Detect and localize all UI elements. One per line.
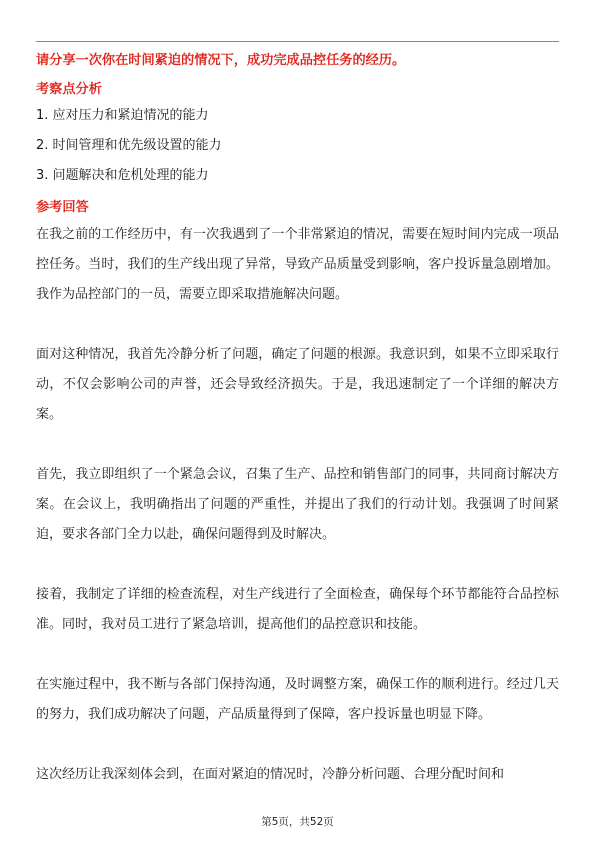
answer-heading: 参考回答 [36,200,89,215]
analysis-heading: 考察点分析 [36,82,102,97]
answer-paragraph: 接着，我制定了详细的检查流程，对生产线进行了全面检查，确保每个环节都能符合品控标准。同时，我对员工进行了紧急培训，提高他们的品控意识和技能。 [36,587,559,632]
list-item: 3. 问题解决和危机处理的能力 [36,168,209,183]
answer-paragraph: 在我之前的工作经历中，有一次我遇到了一个非常紧迫的情况，需要在短时间内完成一项品控任务。当时，我们的生产线出现了异常，导致产品质量受到影响，客户投诉量急剧增加。我作为品控部门的一员，需要立即采取措施解决问题。 [36,227,559,302]
answer-paragraph: 在实施过程中，我不断与各部门保持沟通，及时调整方案，确保工作的顺利进行。经过几天的努力，我们成功解决了问题，产品质量得到了保障，客户投诉量也明显下降。 [36,677,559,722]
answer-paragraph: 这次经历让我深刻体会到，在面对紧迫的情况时，冷静分析问题、合理分配时间和 [36,767,505,782]
answer-paragraph: 首先，我立即组织了一个紧急会议，召集了生产、品控和销售部门的同事，共同商讨解决方案。在会议上，我明确指出了问题的严重性，并提出了我们的行动计划。我强调了时间紧迫，要求各部门全力以赴，确保问题得到及时解决。 [36,467,559,542]
interview-question: 请分享一次你在时间紧迫的情况下，成功完成品控任务的经历。 [36,53,406,68]
list-item: 2. 时间管理和优先级设置的能力 [36,138,222,153]
page-number: 第5页，共52页 [261,816,334,828]
answer-body [36,220,559,820]
answer-paragraph: 面对这种情况，我首先冷静分析了问题，确定了问题的根源。我意识到，如果不立即采取行动，不仅会影响公司的声誉，还会导致经济损失。于是，我迅速制定了一个详细的解决方案。 [36,347,559,422]
header-rule [36,41,559,42]
analysis-list [36,104,559,194]
document-page [36,0,559,842]
list-item: 1. 应对压力和紧迫情况的能力 [36,108,209,123]
